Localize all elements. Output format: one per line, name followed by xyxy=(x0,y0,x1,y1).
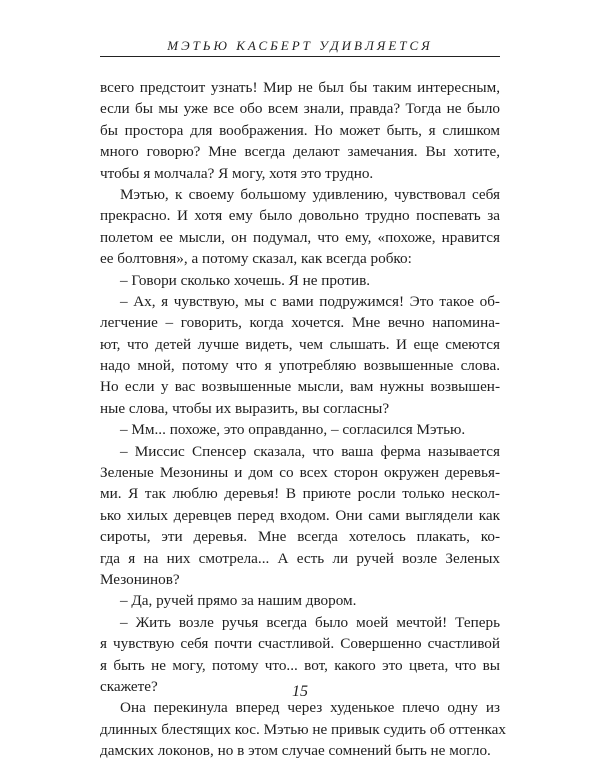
text-line: прекрасно. И хотя ему было довольно трудно поспевать за xyxy=(100,207,500,225)
text-line: Мезонинов? xyxy=(100,570,180,588)
text-line: – Миссис Спенсер сказала, что ваша ферма называется xyxy=(120,442,500,460)
text-line: легчение – говорить, когда хочется. Мне вечно напомина- xyxy=(100,314,500,332)
text-line: – Да, ручей прямо за нашим двором. xyxy=(120,592,357,610)
text-line: – Говори сколько хочешь. Я не против. xyxy=(120,271,371,289)
text-line: Мэтью, к своему большому удивлению, чувствовал себя xyxy=(120,185,500,203)
text-line: ют, что детей лучше видеть, чем слышать. И еще смеются xyxy=(100,335,500,353)
text-line: я чувствую себя почти счастливой. Совершенно счастливой xyxy=(100,635,500,653)
text-line: ми. Я так люблю деревья! В приюте росли только нескол- xyxy=(100,485,500,503)
text-line: надо мной, потому что я употребляю возвышенные слова. xyxy=(100,357,500,375)
page-number: 15 xyxy=(292,683,308,700)
text-line: полетом ее мысли, он подумал, что ему, «похоже, нравится xyxy=(100,228,500,246)
running-header: МЭТЬЮ КАСБЕРТ УДИВЛЯЕТСЯ xyxy=(167,38,433,53)
text-line: бы простора для воображения. Но может быть, я слишком xyxy=(100,121,500,139)
text-line: скажете? xyxy=(100,677,158,695)
text-line: всего предстоит узнать! Мир не был бы таким интересным, xyxy=(100,79,500,96)
text-line: чтобы я молчала? Я могу, хотя это трудно. xyxy=(100,164,374,182)
text-line: – Жить возле ручья всегда было моей мечтой! Теперь xyxy=(120,613,500,631)
text-line: дамских локонов, но в этом случае сомнений быть не могло. xyxy=(100,742,491,760)
header-rule xyxy=(100,56,500,57)
text-line: Но если у вас возвышенные мысли, вам нужны возвышен- xyxy=(100,378,500,396)
text-line: ее болтовня», а потому сказал, как всегда робко: xyxy=(100,250,412,268)
text-line: я быть не могу, потому что... вот, какого это цвета, что вы xyxy=(100,656,500,674)
body-text xyxy=(100,77,506,762)
text-line: – Ах, я чувствую, мы с вами подружимся! Это такое об- xyxy=(120,292,500,310)
text-line: много говорю? Мне всегда делают замечания. Вы хотите, xyxy=(100,143,500,161)
text-line: длинных блестящих кос. Мэтью не привык судить об оттенках xyxy=(100,720,506,738)
text-line: сироты, эти деревья. Мне всегда хотелось плакать, ко- xyxy=(100,528,500,546)
text-line: Зеленые Мезонины и дом со всех сторон окружен деревья- xyxy=(100,464,500,482)
text-line: ные слова, чтобы их выразить, вы согласны? xyxy=(100,399,390,417)
text-line: если бы мы уже все обо всем знали, правда? Тогда не было xyxy=(100,100,500,118)
text-line: гда я на них смотрела... А есть ли ручей возле Зеленых xyxy=(100,549,500,567)
text-line: ько хилых деревцев перед входом. Они сами выглядели как xyxy=(100,506,500,524)
text-line: – Мм... похоже, это оправданно, – согласился Мэтью. xyxy=(120,421,466,439)
text-line: Она перекинула вперед через худенькое плечо одну из xyxy=(120,699,500,717)
